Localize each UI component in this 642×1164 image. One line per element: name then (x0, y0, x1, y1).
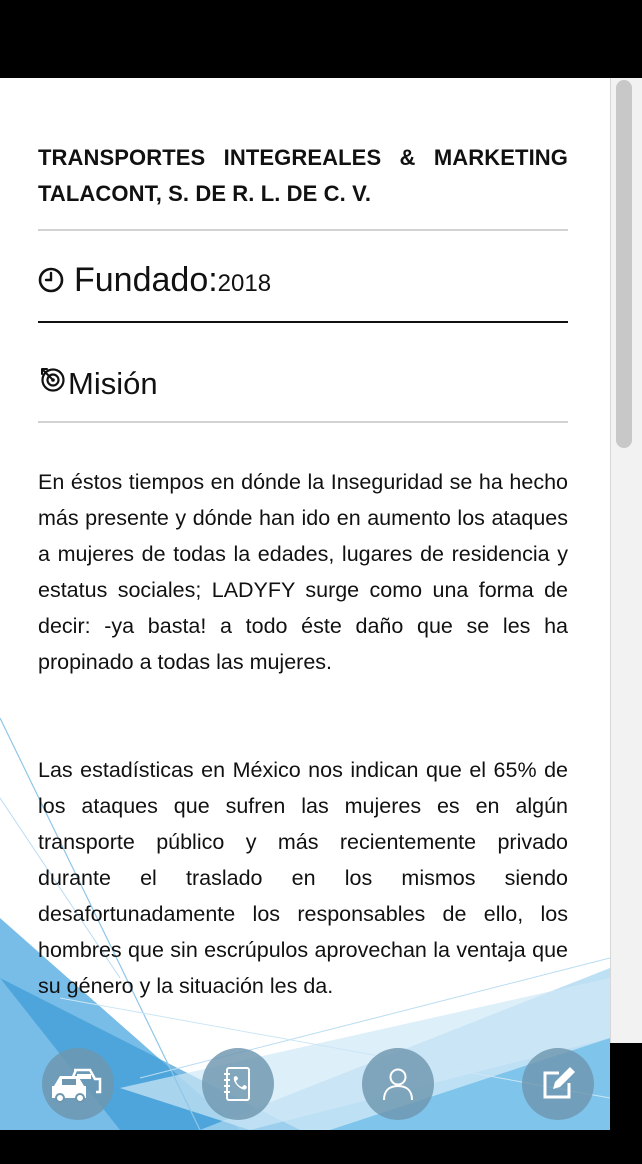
founded-label: Fundado: (74, 260, 218, 299)
bottom-navigation (0, 1043, 642, 1130)
founded-row (38, 258, 271, 302)
top-bar (0, 0, 642, 78)
nav-button-trips[interactable] (42, 1048, 114, 1120)
scrollbar-thumb[interactable] (616, 80, 632, 448)
target-icon (38, 365, 66, 393)
nav-button-edit[interactable] (522, 1048, 594, 1120)
clock-icon (38, 267, 64, 293)
mission-paragraph: Las estadísticas en México nos indican que el 65% de los ataques que sufren las mujeres es en algún transporte público y más recientemente privado durante el traslado en los mismos siendo desafortunadamente los responsables de ello, los hombres que sin escrúpulos aprovechan la ventaja que su género y la situación les da. (38, 758, 568, 998)
divider (38, 421, 568, 423)
mission-paragraph: En éstos tiempos en dónde la Inseguridad se ha hecho más presente y dónde han ido en aumento los ataques a mujeres de todas la edades, lugares de residencia y estatus sociales; LADYFY surge como una forma de decir: -ya basta! a todo éste daño que se les ha propinado a todas las mujeres. (38, 470, 568, 674)
user-icon (380, 1065, 416, 1103)
edit-icon (539, 1065, 577, 1103)
mission-heading: Misión (68, 366, 158, 401)
nav-button-profile[interactable] (362, 1048, 434, 1120)
mission-heading-row (38, 362, 158, 406)
divider (38, 321, 568, 323)
company-name: TRANSPORTES INTEGREALES & MARKETING TALACONT, S. DE R. L. DE C. V. (38, 145, 568, 206)
nav-button-contacts[interactable] (202, 1048, 274, 1120)
founded-year: 2018 (217, 270, 272, 297)
bottom-bar (0, 1130, 642, 1164)
cars-icon (50, 1064, 106, 1104)
phone-book-icon (220, 1065, 256, 1103)
divider (38, 229, 568, 231)
content-panel[interactable] (0, 78, 610, 1130)
